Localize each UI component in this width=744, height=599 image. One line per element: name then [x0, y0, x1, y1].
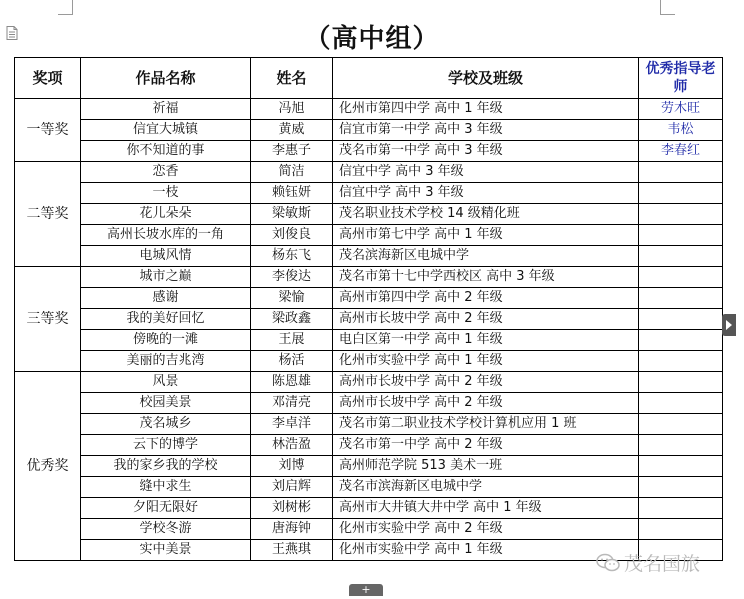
student-name-cell: 刘俊良: [251, 225, 333, 246]
table-row: [15, 120, 723, 141]
student-name-cell: 梁政鑫: [251, 309, 333, 330]
teacher-cell: [639, 288, 723, 309]
school-class-cell: 化州市实验中学 高中 2 年级: [333, 519, 639, 540]
award-table: [14, 57, 723, 561]
header-teacher: 优秀指导老师: [639, 58, 723, 99]
teacher-cell: [639, 477, 723, 498]
school-class-cell: 高州市第四中学 高中 2 年级: [333, 288, 639, 309]
work-title-cell: 恋香: [81, 162, 251, 183]
student-name-cell: 刘启辉: [251, 477, 333, 498]
teacher-cell: [639, 498, 723, 519]
header-work-title: 作品名称: [81, 58, 251, 99]
school-class-cell: 茂名市第十七中学西校区 高中 3 年级: [333, 267, 639, 288]
school-class-cell: 茂名市第一中学 高中 2 年级: [333, 435, 639, 456]
table-body: [15, 99, 723, 561]
school-class-cell: 茂名职业技术学校 14 级精化班: [333, 204, 639, 225]
student-name-cell: 杨东飞: [251, 246, 333, 267]
table-row: [15, 204, 723, 225]
school-class-cell: 高州师范学院 513 美术一班: [333, 456, 639, 477]
school-class-cell: 茂名市第一中学 高中 3 年级: [333, 141, 639, 162]
work-title-cell: 实中美景: [81, 540, 251, 561]
work-title-cell: 风景: [81, 372, 251, 393]
work-title-cell: 城市之巅: [81, 267, 251, 288]
work-title-cell: 学校冬游: [81, 519, 251, 540]
table-row: [15, 435, 723, 456]
student-name-cell: 梁愉: [251, 288, 333, 309]
student-name-cell: 李俊达: [251, 267, 333, 288]
table-row: [15, 414, 723, 435]
school-class-cell: 茂名市滨海新区电城中学: [333, 477, 639, 498]
school-class-cell: 化州市第四中学 高中 1 年级: [333, 99, 639, 120]
school-class-cell: 高州市大井镇大井中学 高中 1 年级: [333, 498, 639, 519]
student-name-cell: 黄威: [251, 120, 333, 141]
table-row: [15, 141, 723, 162]
header-award: 奖项: [15, 58, 81, 99]
work-title-cell: 夕阳无限好: [81, 498, 251, 519]
teacher-cell: 李春红: [639, 141, 723, 162]
work-title-cell: 傍晚的一滩: [81, 330, 251, 351]
school-class-cell: 高州市长坡中学 高中 2 年级: [333, 309, 639, 330]
table-row: [15, 309, 723, 330]
teacher-cell: [639, 414, 723, 435]
header-name: 姓名: [251, 58, 333, 99]
school-class-cell: 化州市实验中学 高中 1 年级: [333, 540, 639, 561]
work-title-cell: 花儿朵朵: [81, 204, 251, 225]
table-row: [15, 330, 723, 351]
table-row: [15, 456, 723, 477]
work-title-cell: 校园美景: [81, 393, 251, 414]
school-class-cell: 信宜中学 高中 3 年级: [333, 183, 639, 204]
work-title-cell: 信宜大城镇: [81, 120, 251, 141]
school-class-cell: 高州市长坡中学 高中 2 年级: [333, 372, 639, 393]
teacher-cell: [639, 393, 723, 414]
work-title-cell: 电城风情: [81, 246, 251, 267]
table-row: [15, 162, 723, 183]
table-row: [15, 477, 723, 498]
page-corner-mark-right: [660, 0, 675, 15]
work-title-cell: 我的家乡我的学校: [81, 456, 251, 477]
school-class-cell: 高州市长坡中学 高中 2 年级: [333, 393, 639, 414]
add-row-handle[interactable]: +: [349, 584, 383, 596]
teacher-cell: [639, 225, 723, 246]
school-class-cell: 信宜市第一中学 高中 3 年级: [333, 120, 639, 141]
teacher-cell: [639, 309, 723, 330]
teacher-cell: [639, 183, 723, 204]
work-title-cell: 缝中求生: [81, 477, 251, 498]
school-class-cell: 茂名滨海新区电城中学: [333, 246, 639, 267]
work-title-cell: 感谢: [81, 288, 251, 309]
work-title-cell: 一枝: [81, 183, 251, 204]
table-row: [15, 498, 723, 519]
teacher-cell: [639, 267, 723, 288]
award-level-cell: 三等奖: [15, 267, 81, 372]
award-level-cell: 一等奖: [15, 99, 81, 162]
student-name-cell: 林浩盈: [251, 435, 333, 456]
work-title-cell: 茂名城乡: [81, 414, 251, 435]
student-name-cell: 王展: [251, 330, 333, 351]
table-header-row: [15, 58, 723, 99]
teacher-cell: [639, 330, 723, 351]
table-row: [15, 225, 723, 246]
work-title-cell: 我的美好回忆: [81, 309, 251, 330]
work-title-cell: 祈福: [81, 99, 251, 120]
school-class-cell: 化州市实验中学 高中 1 年级: [333, 351, 639, 372]
table-row: [15, 99, 723, 120]
student-name-cell: 陈恩雄: [251, 372, 333, 393]
student-name-cell: 邓清亮: [251, 393, 333, 414]
student-name-cell: 梁敏斯: [251, 204, 333, 225]
school-class-cell: 高州市第七中学 高中 1 年级: [333, 225, 639, 246]
school-class-cell: 茂名市第二职业技术学校计算机应用 1 班: [333, 414, 639, 435]
work-title-cell: 云下的博学: [81, 435, 251, 456]
wechat-icon: [596, 553, 620, 573]
table-row: [15, 372, 723, 393]
work-title-cell: 你不知道的事: [81, 141, 251, 162]
student-name-cell: 简洁: [251, 162, 333, 183]
student-name-cell: 杨活: [251, 351, 333, 372]
work-title-cell: 美丽的吉兆湾: [81, 351, 251, 372]
teacher-cell: 劳木旺: [639, 99, 723, 120]
watermark-text: 茂名国旅: [624, 553, 701, 575]
student-name-cell: 刘树彬: [251, 498, 333, 519]
table-row: [15, 519, 723, 540]
teacher-cell: [639, 204, 723, 225]
table-row: [15, 351, 723, 372]
table-row: [15, 183, 723, 204]
student-name-cell: 刘博: [251, 456, 333, 477]
teacher-cell: [639, 162, 723, 183]
table-row: [15, 246, 723, 267]
teacher-cell: [639, 519, 723, 540]
work-title-cell: 高州长坡水库的一角: [81, 225, 251, 246]
student-name-cell: 李卓洋: [251, 414, 333, 435]
student-name-cell: 赖钰妍: [251, 183, 333, 204]
watermark: [596, 549, 700, 576]
school-class-cell: 信宜中学 高中 3 年级: [333, 162, 639, 183]
header-school: 学校及班级: [333, 58, 639, 99]
award-level-cell: 二等奖: [15, 162, 81, 267]
table-row: [15, 288, 723, 309]
table-row: [15, 393, 723, 414]
teacher-cell: 韦松: [639, 120, 723, 141]
page-corner-mark-left: [58, 0, 73, 15]
teacher-cell: [639, 456, 723, 477]
teacher-cell: [639, 246, 723, 267]
student-name-cell: 王燕琪: [251, 540, 333, 561]
student-name-cell: 冯旭: [251, 99, 333, 120]
student-name-cell: 李惠子: [251, 141, 333, 162]
award-level-cell: 优秀奖: [15, 372, 81, 561]
table-row: [15, 267, 723, 288]
student-name-cell: 唐海钟: [251, 519, 333, 540]
teacher-cell: [639, 435, 723, 456]
teacher-cell: [639, 351, 723, 372]
teacher-cell: [639, 372, 723, 393]
page-title: （高中组）: [304, 24, 440, 54]
expand-right-handle[interactable]: [722, 314, 736, 336]
school-class-cell: 电白区第一中学 高中 1 年级: [333, 330, 639, 351]
